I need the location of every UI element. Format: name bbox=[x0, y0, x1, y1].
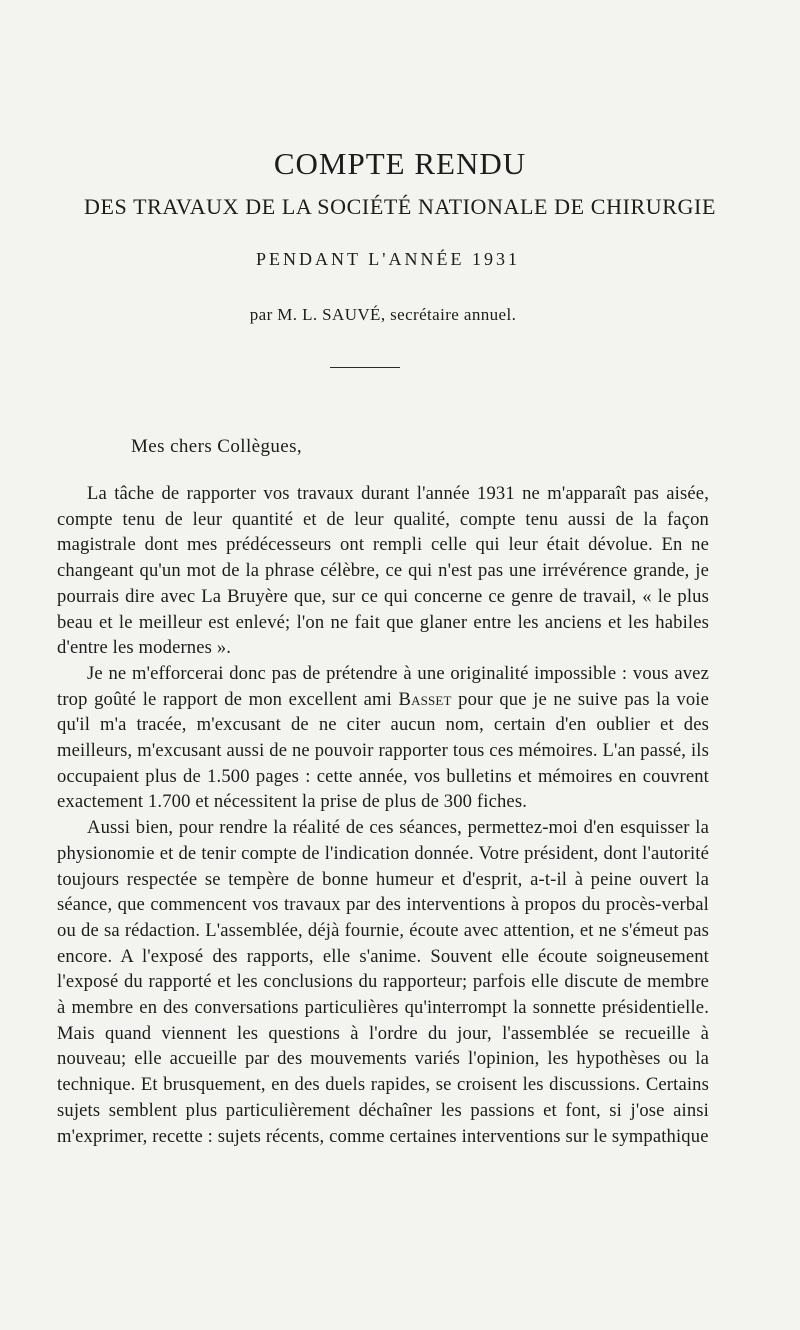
paragraph-1: La tâche de rapporter vos travaux durant l'année 1931 ne m'apparaît pas aisée, compte tenu de leur quantité et de leur qualité, compte tenu aussi de la façon magistrale dont mes prédécesseurs ont rempli celle qui leur était dévolue. En ne changeant qu'un mot de la phrase célèbre, ce qui n'est pas une irrévérence grande, je pourrais dire avec La Bruyère que, sur ce qui concerne ce genre de travail, « le plus beau et le meilleur est enlevé; l'on ne fait que glaner entre les anciens et les habiles d'entre les modernes ». bbox=[57, 483, 709, 659]
salutation: Mes chers Collègues, bbox=[131, 436, 303, 457]
author-byline: par M. L. SAUVÉ, secrétaire annuel. bbox=[249, 305, 517, 324]
year-line: PENDANT L'ANNÉE 1931 bbox=[256, 249, 520, 269]
paragraph-3: Aussi bien, pour rendre la réalité de ces séances, permettez-moi d'en esquisser la physionomie et de tenir compte de l'indication donnée. Votre président, dont l'autorité toujours respectée se tempère de bonne humeur et d'esprit, a-t-il à peine ouvert la séance, que commencent vos travaux par des interventions à propos du procès-verbal ou de sa rédaction. L'assemblée, déjà fournie, écoute avec attention, et ne s'émeut pas encore. A l'exposé des rapports, elle s'anime. Souvent elle écoute soigneusement l'exposé du rapporté et les conclusions du rapporteur; parfois elle discute de membre à membre en des conversations particulières qu'interrompt la sonnette présidentielle. Mais quand viennent les questions à l'ordre du jour, l'assemblée se recueille à nouveau; elle accueille par des mouvements variés l'opinion, les hypothèses ou la technique. Et brusquement, en des duels rapides, se croisent les discussions. Certains sujets semblent plus particulièrement déchaîner les passions et font, si j'ose ainsi m'exprimer, recette : sujets récents, comme certaines interventions sur le sympathique bbox=[57, 817, 709, 1147]
paragraph-2 bbox=[57, 661, 709, 815]
paragraph-2-end: pour que je ne suive pas la voie qu'il m'a tracée, m'excusant de ne citer aucun nom, certain d'en oublier et des meilleurs, m'excusant aussi de ne pouvoir rapporter tous ces mémoires. L'an passé, ils occupaient plus de 1.500 pages : cette année, vos bulletins et mémoires en couvrent exactement 1.700 et nécessitent la prise de plus de 300 fiches. bbox=[57, 688, 709, 813]
document-subtitle: DES TRAVAUX DE LA SOCIÉTÉ NATIONALE DE CHIRURGIE bbox=[84, 194, 716, 219]
paragraph-2-start: Je ne m'efforcerai donc pas de prétendre à une originalité impossible : vous avez trop goûté le rapport de mon excellent ami bbox=[57, 662, 709, 710]
body-text bbox=[57, 481, 709, 1149]
author-name-basset: Basset bbox=[398, 688, 452, 710]
section-divider bbox=[330, 367, 400, 368]
document-title: COMPTE RENDU bbox=[273, 146, 527, 181]
